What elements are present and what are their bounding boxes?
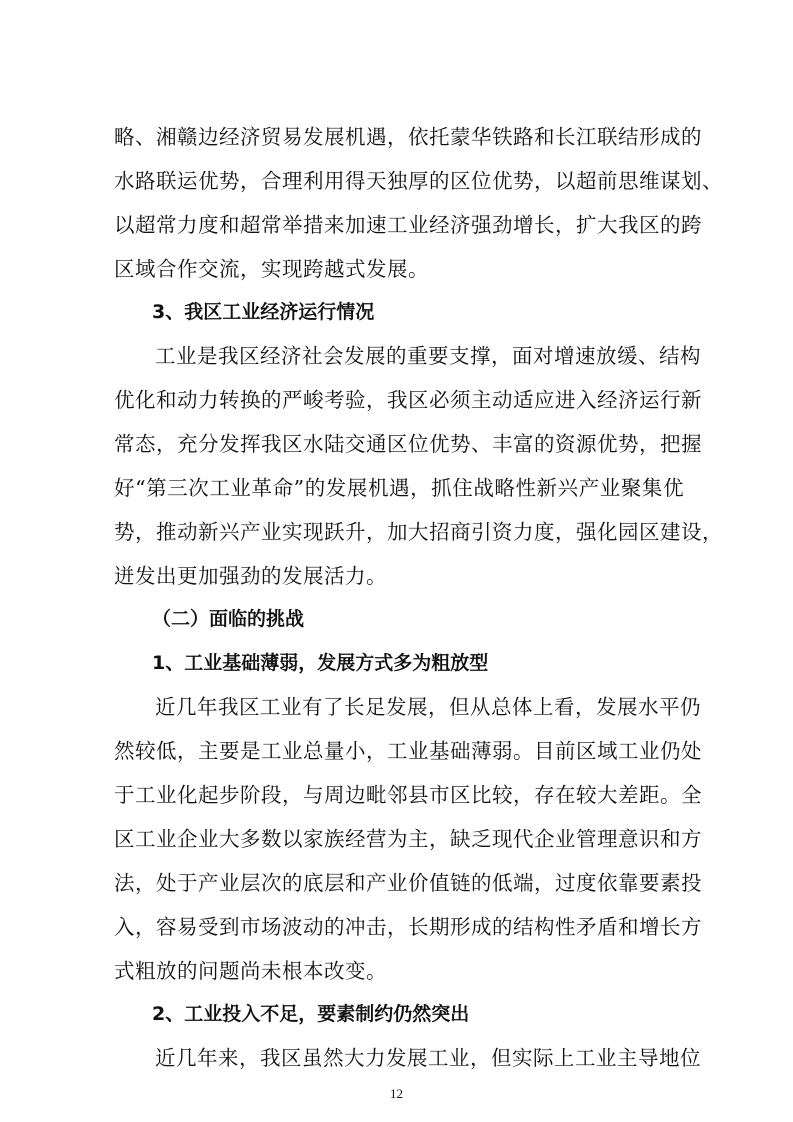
- paragraph-line: 以超常力度和超常举措来加速工业经济强劲增长，扩大我区的跨: [114, 213, 702, 237]
- paragraph-line: 近几年我区工业有了长足发展，但从总体上看，发展水平仍: [155, 695, 701, 719]
- paragraph-line: 常态，充分发挥我区水陆交通区位优势、丰富的资源优势，把握: [114, 432, 702, 456]
- paragraph-line: 工业是我区经济社会发展的重要支撑，面对增速放缓、结构: [155, 344, 701, 368]
- section-heading: 3、我区工业经济运行情况: [152, 301, 375, 323]
- paragraph-line: 势，推动新兴产业实现跃升，加大招商引资力度，强化园区建设，: [114, 520, 723, 544]
- paragraph-line: 法，处于产业层次的底层和产业价值链的低端，过度依靠要素投: [114, 871, 702, 895]
- paragraph-line: 好“第三次工业革命”的发展机遇，抓住战略性新兴产业聚集优: [114, 476, 684, 500]
- page-number: 12: [390, 1086, 403, 1101]
- paragraph-line: 区域合作交流，实现跨越式发展。: [114, 257, 429, 281]
- paragraph-line: 于工业化起步阶段，与周边毗邻县市区比较，存在较大差距。全: [114, 783, 702, 807]
- paragraph-line: 然较低，主要是工业总量小，工业基础薄弱。目前区域工业仍处: [114, 739, 702, 763]
- paragraph-line: 近几年来，我区虽然大力发展工业，但实际上工业主导地位: [155, 1046, 701, 1070]
- paragraph-line: 迸发出更加强劲的发展活力。: [114, 564, 387, 588]
- section-heading: 2、工业投入不足，要素制约仍然突出: [152, 1003, 470, 1025]
- paragraph-line: 优化和动力转换的严峻考验，我区必须主动适应进入经济运行新: [114, 388, 702, 412]
- paragraph-line: 略、湘赣边经济贸易发展机遇，依托蒙华铁路和长江联结形成的: [114, 125, 702, 149]
- section-heading: 1、工业基础薄弱，发展方式多为粗放型: [152, 652, 489, 674]
- paragraph-line: 式粗放的问题尚未根本改变。: [114, 959, 387, 983]
- paragraph-line: 入，容易受到市场波动的冲击，长期形成的结构性矛盾和增长方: [114, 915, 702, 939]
- paragraph-line: 区工业企业大多数以家族经营为主，缺乏现代企业管理意识和方: [114, 827, 702, 851]
- chapter-heading: （二）面临的挑战: [152, 608, 305, 630]
- paragraph-line: 水路联运优势，合理利用得天独厚的区位优势，以超前思维谋划、: [114, 169, 723, 193]
